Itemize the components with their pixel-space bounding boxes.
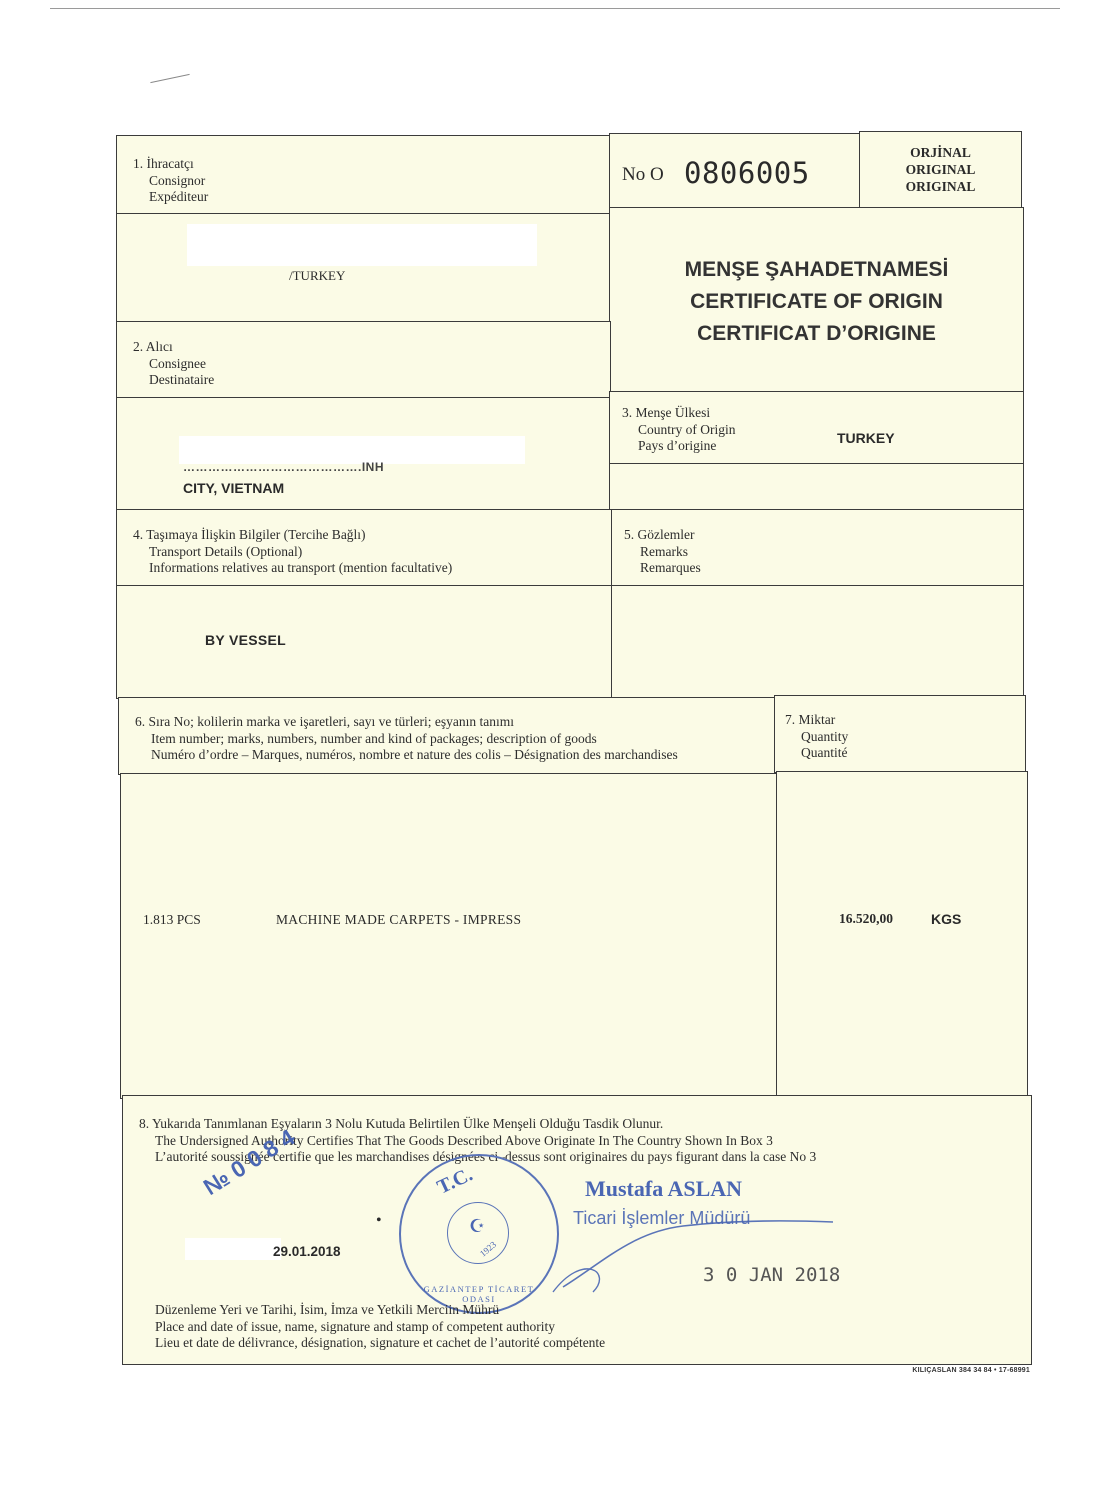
- original-label-en: ORIGINAL: [905, 162, 976, 177]
- box3-content: [609, 463, 1024, 511]
- box6-label-tr: 6. Sıra No; kolilerin marka ve işaretleri, sayı ve türleri; eşyanın tanımı: [135, 714, 515, 729]
- box1-label-fr: Expéditeur: [149, 189, 209, 204]
- serial-number-stamp: № 0 0 8 4: [198, 1123, 300, 1201]
- box5-label-tr: 5. Gözlemler: [624, 527, 695, 542]
- package-count: 1.813 PCS: [143, 912, 201, 927]
- seal-star-icon: ☪: [469, 1216, 486, 1236]
- cert-line-tr: 8. Yukarıda Tanımlanan Eşyaların 3 Nolu Kutuda Belirtilen Ülke Menşeli Olduğu Tasdik Olunur.: [139, 1116, 664, 1131]
- transport-details: BY VESSEL: [205, 632, 287, 648]
- box8: [122, 1095, 1032, 1365]
- box5-label-fr: Remarques: [640, 560, 701, 575]
- quantity-value: 16.520,00: [839, 911, 893, 926]
- box5-label-en: Remarks: [640, 543, 688, 559]
- certificate-number: 0806005: [684, 156, 810, 190]
- box7-content: [776, 771, 1028, 1099]
- signatory-name: Mustafa ASLAN: [585, 1176, 743, 1201]
- box7-label-tr: 7. Miktar: [785, 712, 836, 727]
- box2-content: [116, 397, 611, 511]
- box6-header: [118, 697, 776, 775]
- box1-labels: [133, 156, 208, 206]
- box4-label-fr: Informations relatives au transport (mention facultative): [149, 560, 453, 575]
- box5-labels: [624, 527, 701, 577]
- box1-header: [116, 135, 611, 215]
- box1-label-en: Consignor: [149, 172, 206, 188]
- box6-label-en: Item number; marks, numbers, number and kind of packages; description of goods: [151, 730, 597, 746]
- box3-labels: [622, 405, 736, 455]
- box3-header: [609, 391, 1024, 465]
- box4-header: [116, 509, 613, 587]
- pen-mark: [150, 74, 189, 83]
- box2-header: [116, 321, 611, 399]
- title-box: [609, 207, 1024, 393]
- quantity-unit: KGS: [931, 911, 962, 927]
- redaction: [185, 1238, 281, 1260]
- footer-line-fr: Lieu et date de délivrance, désignation, signature et cachet de l’autorité compétente: [155, 1335, 606, 1350]
- box8-footer-text: [155, 1302, 605, 1352]
- box7-label-en: Quantity: [801, 728, 849, 744]
- printer-imprint: KILIÇASLAN 384 34 84 • 17-68991: [912, 1367, 1030, 1374]
- consignor-country: /TURKEY: [289, 268, 346, 283]
- number-box: [609, 133, 861, 211]
- box1-label-tr: 1. İhracatçı: [133, 156, 194, 171]
- seal-top-text: T.C.: [433, 1163, 477, 1199]
- box3-label-tr: 3. Menşe Ülkesi: [622, 405, 711, 420]
- box5-content: [611, 585, 1024, 699]
- consignee-address-line1: …………………………………….INH: [183, 460, 384, 474]
- box7-header: [774, 695, 1026, 773]
- seal-year: 1923: [477, 1239, 499, 1259]
- footer-line-tr: Düzenleme Yeri ve Tarihi, İsim, İmza ve Yetkili Merciin Mührü: [155, 1302, 500, 1317]
- box6-labels: [135, 714, 678, 764]
- cert-line-fr: L’autorité soussignée certifie que les marchandises désignées ci–dessus sont originaires du pays figurant dans la case No 3: [155, 1149, 817, 1164]
- consignee-address-line2: CITY, VIETNAM: [183, 480, 285, 496]
- official-seal: [399, 1154, 559, 1314]
- box4-content: [116, 585, 613, 699]
- box6-label-fr: Numéro d’ordre – Marques, numéros, nombre et nature des colis – Désignation des marchandises: [151, 747, 678, 762]
- title-tr: MENŞE ŞAHADETNAMESİ: [684, 258, 949, 281]
- box4-labels: [133, 527, 452, 577]
- original-label-fr: ORIGINAL: [905, 179, 976, 194]
- title-en: CERTIFICATE OF ORIGIN: [690, 290, 943, 313]
- issue-date: 29.01.2018: [273, 1244, 341, 1259]
- stamp-date: 3 0 JAN 2018: [703, 1264, 841, 1286]
- country-of-origin: TURKEY: [837, 430, 895, 446]
- box2-label-fr: Destinataire: [149, 372, 215, 387]
- box1-content: [116, 213, 611, 323]
- box3-label-en: Country of Origin: [638, 421, 736, 437]
- dot: •: [376, 1212, 382, 1229]
- top-edge-line: [50, 8, 1060, 9]
- box4-label-tr: 4. Taşımaya İlişkin Bilgiler (Tercihe Bağlı): [133, 527, 366, 542]
- title-fr: CERTIFICAT D’ORIGINE: [697, 322, 936, 345]
- box7-label-fr: Quantité: [801, 745, 848, 760]
- original-label-tr: ORJİNAL: [910, 145, 971, 160]
- number-prefix: No O: [622, 164, 664, 185]
- box7-labels: [785, 712, 848, 762]
- seal-ring-text: GAZİANTEP TİCARET ODASI: [423, 1284, 535, 1304]
- original-labels: [860, 144, 1021, 195]
- original-box: [859, 131, 1022, 209]
- box2-label-en: Consignee: [149, 355, 206, 371]
- redaction: [187, 224, 537, 266]
- box2-labels: [133, 339, 214, 389]
- box4-label-en: Transport Details (Optional): [149, 543, 303, 559]
- box6-content: [120, 773, 778, 1099]
- goods-description: MACHINE MADE CARPETS - IMPRESS: [276, 912, 522, 927]
- signatory-title: Ticari İşlemler Müdürü: [573, 1208, 751, 1228]
- document-title: [610, 254, 1023, 350]
- certificate-form: [116, 131, 1032, 1365]
- footer-line-en: Place and date of issue, name, signature and stamp of competent authority: [155, 1318, 556, 1334]
- cert-line-en: The Undersigned Authority Certifies That The Goods Described Above Originate In The Country Shown In Box 3: [155, 1132, 773, 1148]
- box2-label-tr: 2. Alıcı: [133, 339, 173, 354]
- box5-header: [611, 509, 1024, 587]
- box3-label-fr: Pays d’origine: [638, 438, 717, 453]
